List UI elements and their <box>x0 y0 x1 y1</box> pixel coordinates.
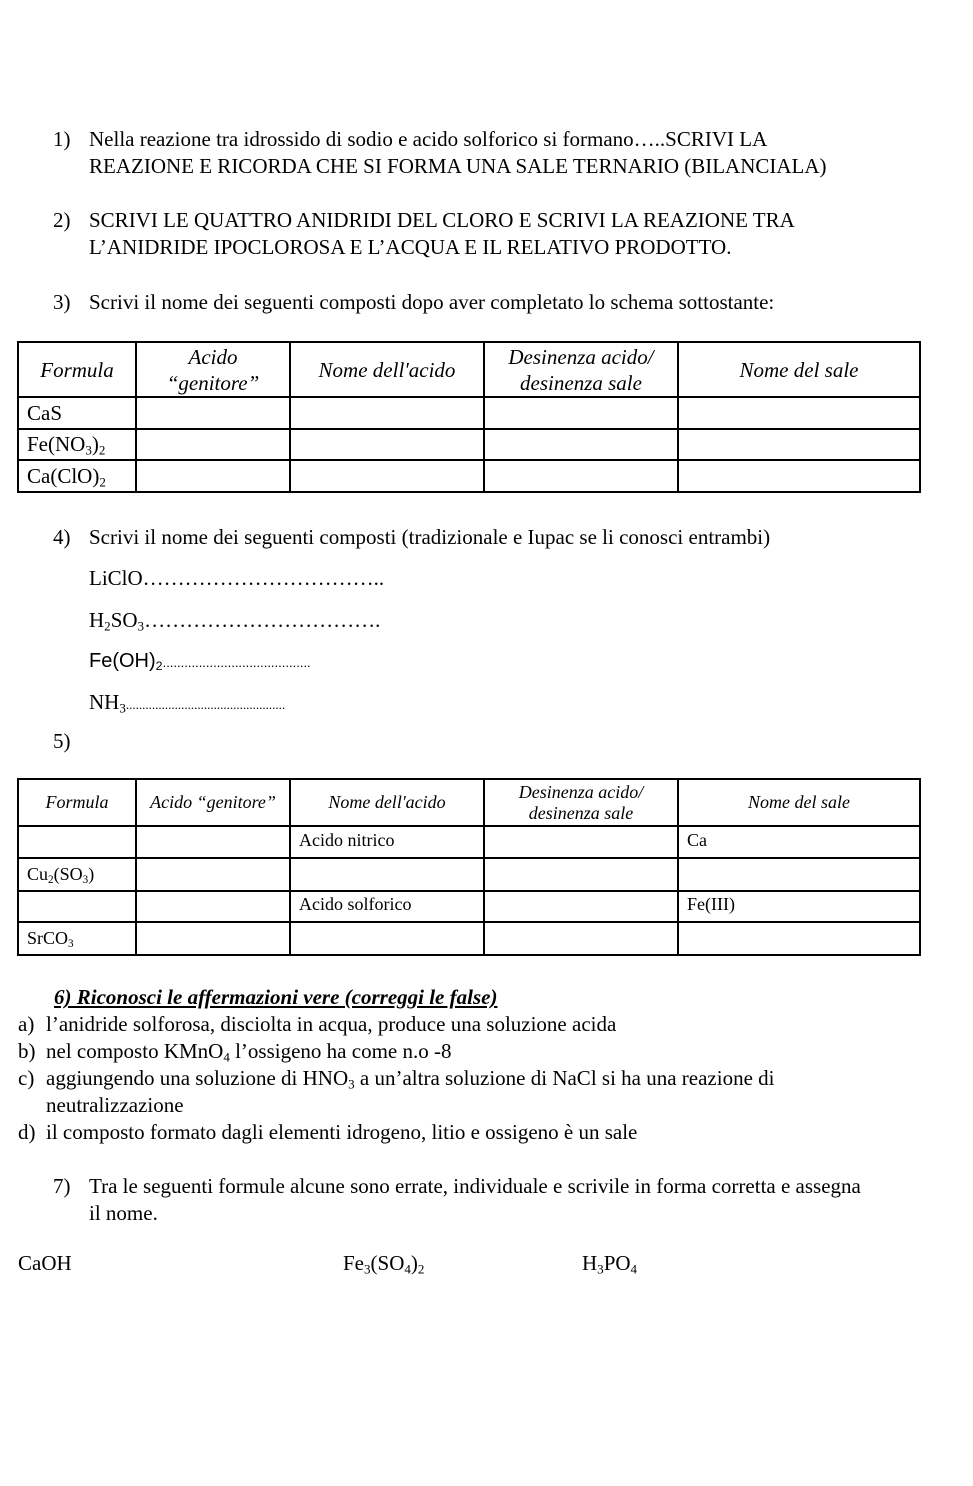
question-number: 2) <box>53 208 71 232</box>
header-nome-sale: Nome del sale <box>678 342 920 397</box>
subscript: 4 <box>404 1261 411 1277</box>
formula-part: H <box>89 608 105 632</box>
formula-fe3so42 <box>343 1250 424 1277</box>
question-text-line1: Nella reazione tra idrossido di sodio e acido solforico si formano…..SCRIVI LA <box>89 127 768 151</box>
subscript: 3 <box>82 873 89 886</box>
header-acido-genitore <box>136 342 290 397</box>
subscript: 3 <box>137 618 145 634</box>
fill-line-liclo[interactable] <box>89 566 384 591</box>
question-number: 1) <box>53 127 71 151</box>
answer-cell[interactable] <box>290 460 484 492</box>
formula-part: SrCO <box>27 928 69 948</box>
subscript: 2 <box>48 873 54 886</box>
answer-dots: ......................................... <box>162 655 311 670</box>
answer-cell[interactable] <box>484 397 678 429</box>
question-text-line2: REAZIONE E RICORDA CHE SI FORMA UNA SALE TERNARIO (BILANCIALA) <box>89 154 827 178</box>
table-row <box>18 460 920 492</box>
answer-cell[interactable] <box>678 397 920 429</box>
text-part: nel composto KMnO <box>46 1039 224 1063</box>
statement-label: a) <box>18 1012 35 1036</box>
question-text-line1: Tra le seguenti formule alcune sono errate, individuale e scrivile in forma corretta e assegna <box>89 1174 861 1198</box>
table-row <box>18 922 920 955</box>
header-line: desinenza sale <box>520 370 642 395</box>
formula-part: ) <box>88 864 95 884</box>
formula: CaOH <box>18 1251 72 1275</box>
header-line: Desinenza acido/ <box>518 781 644 802</box>
salt-name-cell[interactable]: Fe(III) <box>678 891 920 922</box>
formula-part: Fe(NO <box>27 432 86 456</box>
table-header-row <box>18 342 920 397</box>
header-line: desinenza sale <box>528 802 634 823</box>
fill-line-nh3[interactable] <box>89 690 285 715</box>
formula-cell <box>18 460 136 492</box>
formula-part: H <box>582 1251 598 1275</box>
text-part: l’ossigeno ha come n.o -8 <box>229 1039 452 1063</box>
acid-name-cell: Acido nitrico <box>290 826 484 858</box>
formula-caoh <box>18 1250 72 1277</box>
formula-part: PO <box>603 1251 631 1275</box>
answer-cell[interactable] <box>136 397 290 429</box>
statement-label: c) <box>18 1066 35 1090</box>
question-6-title: 6) Riconosci le affermazioni vere (correggi le false) <box>54 985 498 1009</box>
answer-cell[interactable] <box>678 429 920 460</box>
formula-cell: CaS <box>18 397 136 429</box>
table-row <box>18 826 920 858</box>
text-part: aggiungendo una soluzione di HNO <box>46 1066 349 1090</box>
answer-cell[interactable] <box>484 460 678 492</box>
subscript: 2 <box>98 442 106 458</box>
text-part: a un’altra soluzione di NaCl si ha una reazione di <box>354 1066 775 1090</box>
subscript: 3 <box>68 937 74 950</box>
question-text-line1: SCRIVI LE QUATTRO ANIDRIDI DEL CLORO E SCRIVI LA REAZIONE TRA <box>89 208 795 232</box>
statement-text <box>46 1038 451 1065</box>
answer-cell[interactable] <box>678 858 920 891</box>
statement-text: l’anidride solforosa, disciolta in acqua, produce una soluzione acida <box>46 1012 617 1036</box>
answer-cell[interactable] <box>484 826 678 858</box>
question-text-line2: L’ANIDRIDE IPOCLOROSA E L’ACQUA E IL RELATIVO PRODOTTO. <box>89 235 732 259</box>
answer-cell[interactable] <box>290 922 484 955</box>
statement-text-cont: neutralizzazione <box>46 1093 184 1117</box>
question-text: Scrivi il nome dei seguenti composti (tradizionale e Iupac se li conosci entrambi) <box>89 525 771 549</box>
subscript: 3 <box>85 442 92 458</box>
answer-dots: ……………………………. <box>144 608 381 632</box>
header-acido-genitore: Acido “genitore” <box>136 779 290 826</box>
header-line: Desinenza acido/ <box>508 344 654 369</box>
formula-h3po4 <box>582 1250 637 1277</box>
answer-cell[interactable] <box>484 429 678 460</box>
question-number: 7) <box>53 1174 71 1198</box>
subscript: 3 <box>119 700 126 716</box>
subscript: 2 <box>99 473 106 489</box>
subscript: 2 <box>417 1261 425 1277</box>
statement-label: d) <box>18 1120 36 1144</box>
question-text-line2: il nome. <box>89 1201 158 1225</box>
table-header-row <box>18 779 920 826</box>
table-row <box>18 429 920 460</box>
formula-part: (SO <box>370 1251 405 1275</box>
answer-dots: ................................................. <box>125 697 286 712</box>
header-nome-acido: Nome dell'acido <box>290 342 484 397</box>
header-line: Acido <box>188 344 238 369</box>
table-row <box>18 397 920 429</box>
answer-cell[interactable] <box>678 460 920 492</box>
subscript: 3 <box>597 1261 604 1277</box>
formula-part: SO <box>110 608 138 632</box>
table-row <box>18 858 920 891</box>
header-desinenza <box>484 779 678 826</box>
statement-label: b) <box>18 1039 36 1063</box>
answer-cell[interactable] <box>290 397 484 429</box>
answer-cell[interactable] <box>290 429 484 460</box>
fill-line-h2so3[interactable] <box>89 608 380 633</box>
formula-part: NH <box>89 690 120 714</box>
formula-part: Fe <box>343 1251 364 1275</box>
subscript: 4 <box>223 1049 230 1065</box>
table-row <box>18 891 920 922</box>
answer-dots: …………………………….. <box>142 566 385 590</box>
header-nome-acido: Nome dell'acido <box>290 779 484 826</box>
answer-cell[interactable] <box>136 891 290 922</box>
header-line: “genitore” <box>166 370 260 395</box>
formula-part: (SO <box>53 864 83 884</box>
header-desinenza <box>484 342 678 397</box>
answer-cell[interactable] <box>18 891 136 922</box>
header-nome-sale: Nome del sale <box>678 779 920 826</box>
formula-cell <box>18 922 136 955</box>
formula-part: Cu <box>27 864 49 884</box>
formula-part: Ca(ClO) <box>27 463 100 488</box>
fill-line-feoh2[interactable] <box>89 650 311 673</box>
subscript: 2 <box>155 659 163 674</box>
salt-name-cell[interactable]: Ca <box>678 826 920 858</box>
answer-cell[interactable] <box>136 922 290 955</box>
statement-text <box>46 1065 775 1092</box>
question-number: 3) <box>53 290 71 314</box>
answer-cell[interactable] <box>136 858 290 891</box>
answer-cell[interactable] <box>484 922 678 955</box>
subscript: 2 <box>104 618 111 634</box>
subscript: 4 <box>630 1261 638 1277</box>
question-number: 4) <box>53 525 71 549</box>
formula-cell <box>18 858 136 891</box>
answer-cell[interactable] <box>136 429 290 460</box>
formula-part: ) <box>410 1251 418 1275</box>
statement-text: il composto formato dagli elementi idrogeno, litio e ossigeno è un sale <box>46 1120 638 1144</box>
question-number: 5) <box>53 729 71 753</box>
answer-cell[interactable] <box>290 858 484 891</box>
acid-name-cell: Acido solforico <box>290 891 484 922</box>
answer-cell[interactable] <box>136 460 290 492</box>
table-q3 <box>17 341 921 493</box>
formula-part: Fe(OH) <box>89 650 156 672</box>
table-q5 <box>17 778 921 956</box>
answer-cell[interactable] <box>484 891 678 922</box>
header-formula: Formula <box>18 779 136 826</box>
answer-cell[interactable] <box>678 922 920 955</box>
formula: LiClO <box>89 566 143 590</box>
subscript: 3 <box>364 1261 371 1277</box>
answer-cell[interactable] <box>18 826 136 858</box>
header-formula: Formula <box>18 342 136 397</box>
formula-cell <box>18 429 136 460</box>
subscript: 3 <box>348 1076 355 1092</box>
answer-cell[interactable] <box>484 858 678 891</box>
question-text: Scrivi il nome dei seguenti composti dopo aver completato lo schema sottostante: <box>89 290 775 314</box>
answer-cell[interactable] <box>136 826 290 858</box>
formula-part: ) <box>91 432 99 456</box>
